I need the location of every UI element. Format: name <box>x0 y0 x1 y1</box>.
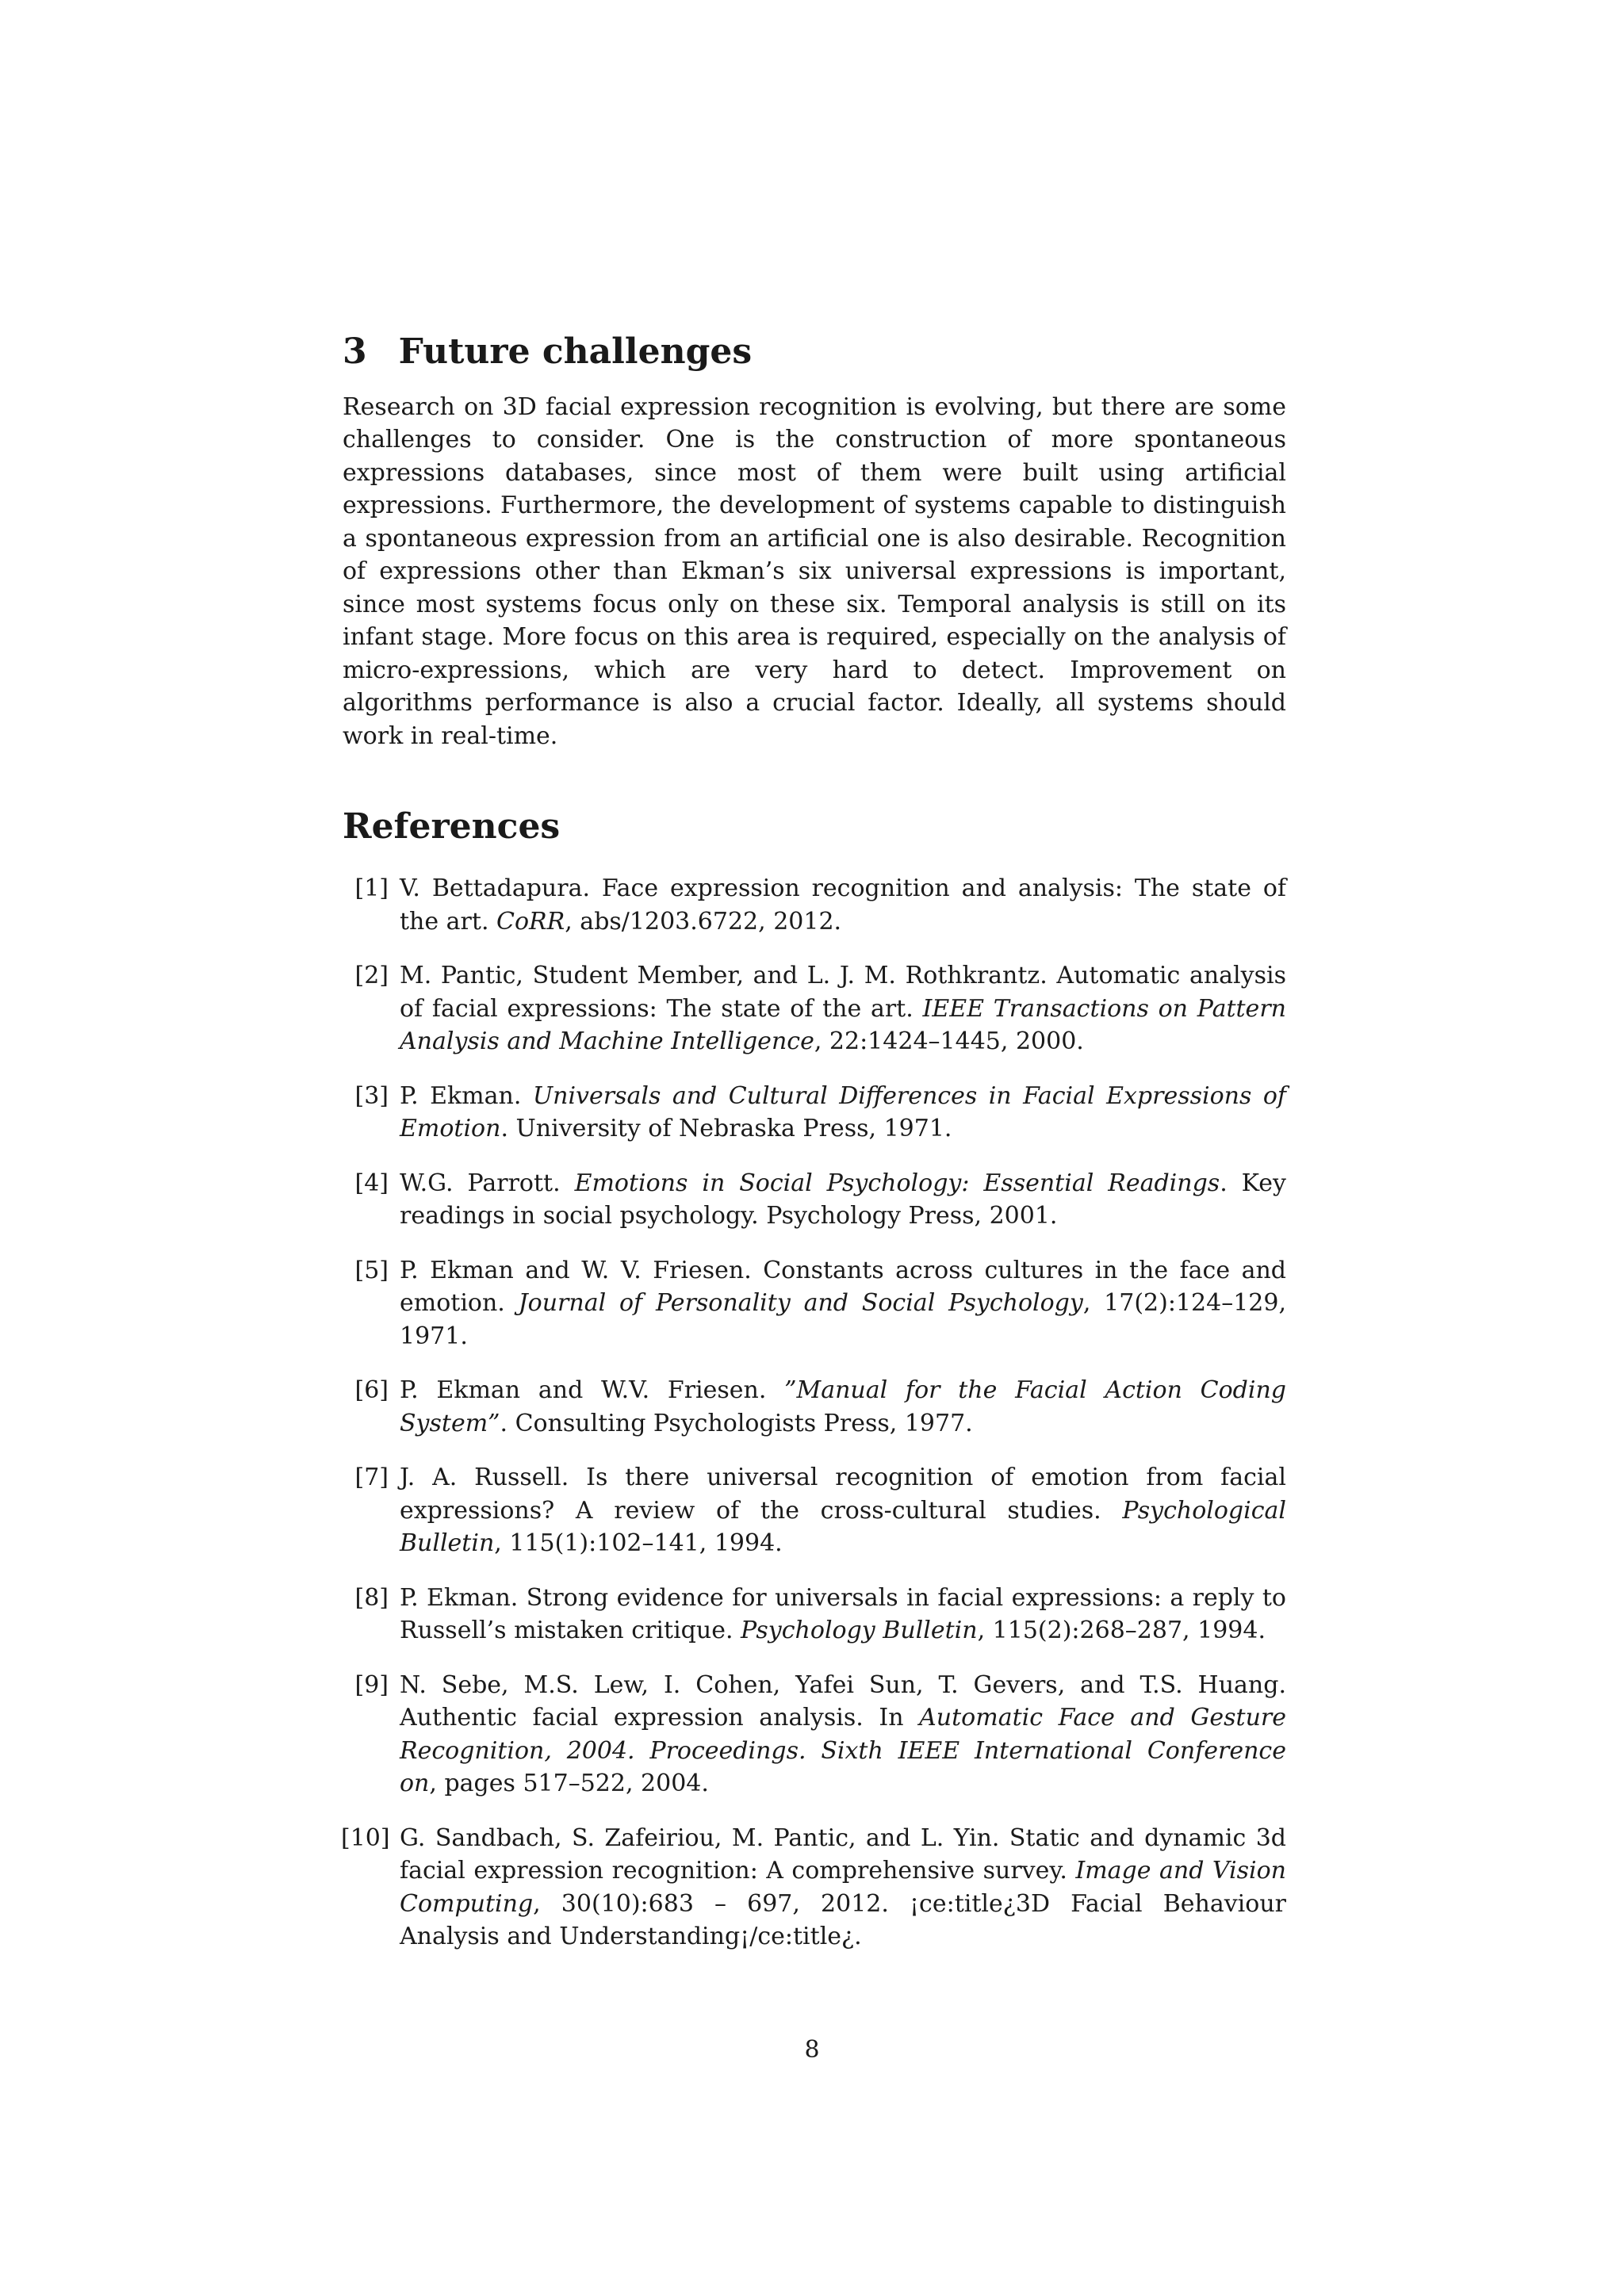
reference-item: [9] N. Sebe, M.S. Lew, I. Cohen, Yafei Sun, T. Gevers, and T.S. Huang. Authentic facial expression analysis. In Automatic Face and Gesture Recognition, 2004. Proceedings. Sixth IEEE International Conference on, pages 517–522, 2004. <box>343 1669 1286 1800</box>
section-heading <box>343 331 1286 373</box>
reference-item: [4] W.G. Parrott. Emotions in Social Psychology: Essential Readings. Key readings in social psychology. Psychology Press, 2001. <box>343 1167 1286 1233</box>
reference-number: [10] <box>341 1823 390 1852</box>
section-number: 3 <box>343 331 367 372</box>
reference-item: [1] V. Bettadapura. Face expression recognition and analysis: The state of the art. CoRR, abs/1203.6722, 2012. <box>343 872 1286 938</box>
reference-item: [8] P. Ekman. Strong evidence for universals in facial expressions: a reply to Russell’s mistaken critique. Psychology Bulletin, 115(2):268–287, 1994. <box>343 1582 1286 1647</box>
reference-item: [6] P. Ekman and W.V. Friesen. ”Manual for the Facial Action Coding System”. Consulting Psychologists Press, 1977. <box>343 1374 1286 1440</box>
reference-number: [2] <box>354 962 389 990</box>
reference-number: [5] <box>354 1256 389 1284</box>
reference-item: [7] J. A. Russell. Is there universal recognition of emotion from facial expressions? A review of the cross-cultural studies. Psychological Bulletin, 115(1):102–141, 1994. <box>343 1461 1286 1560</box>
page-number: 8 <box>804 2036 820 2064</box>
page-content <box>343 331 1286 1975</box>
reference-item: [5] P. Ekman and W. V. Friesen. Constants across cultures in the face and emotion. Journal of Personality and Social Psychology, 17(2):124–129, 1971. <box>343 1254 1286 1353</box>
reference-item: [10] G. Sandbach, S. Zafeiriou, M. Pantic, and L. Yin. Static and dynamic 3d facial expression recognition: A comprehensive survey. Image and Vision Computing, 30(10):683 – 697, 2012. ¡ce:title¿3D Facial Behaviour Analysis and Understanding¡/ce:title¿. <box>343 1822 1286 1954</box>
reference-number: [6] <box>354 1376 389 1405</box>
reference-number: [8] <box>354 1583 389 1612</box>
reference-item: [3] P. Ekman. Universals and Cultural Differences in Facial Expressions of Emotion. University of Nebraska Press, 1971. <box>343 1080 1286 1146</box>
reference-list <box>343 872 1286 1954</box>
reference-number: [4] <box>354 1169 389 1197</box>
reference-number: [9] <box>354 1670 389 1699</box>
reference-number: [7] <box>354 1464 389 1492</box>
reference-number: [3] <box>354 1081 389 1110</box>
references-heading: References <box>343 806 561 848</box>
section-paragraph: Research on 3D facial expression recognition is evolving, but there are some challenges to consider. One is the construction of more spontaneous expressions databases, since most of them were built using artificial expressions. Furthermore, the development of systems capable to distinguish a spontaneous expression from an artificial one is also desirable. Recognition of expressions other than Ekman’s six universal expressions is important, since most systems focus only on these six. Temporal analysis is still on its infant stage. More focus on this area is required, especially on the analysis of micro-expressions, which are very hard to detect. Improvement on algorithms performance is also a crucial factor. Ideally, all systems should work in real-time. <box>343 392 1286 750</box>
reference-item: [2] M. Pantic, Student Member, and L. J. M. Rothkrantz. Automatic analysis of facial expressions: The state of the art. IEEE Transactions on Pattern Analysis and Machine Intelligence, 22:1424–1445, 2000. <box>343 959 1286 1058</box>
reference-number: [1] <box>354 874 389 903</box>
section-title: Future challenges <box>398 331 753 372</box>
